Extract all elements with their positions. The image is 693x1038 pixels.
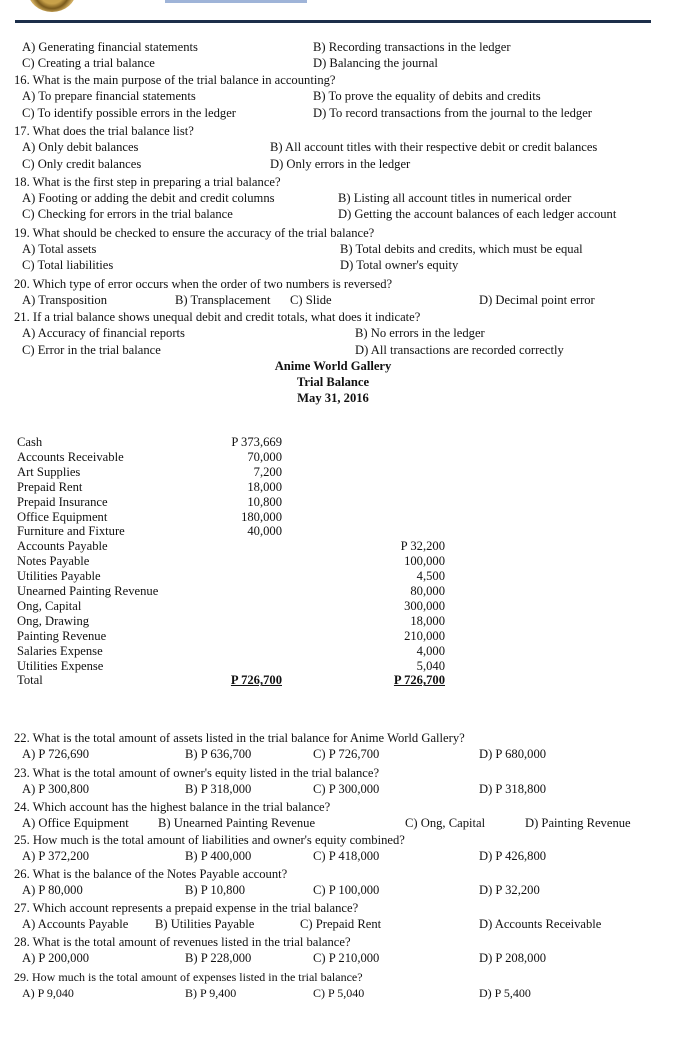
option-d[interactable]: D) Balancing the journal bbox=[313, 56, 438, 70]
option-a[interactable]: A) P 726,690 bbox=[22, 747, 90, 761]
question-text: 19. What should be checked to ensure the accuracy of the trial balance? bbox=[14, 226, 375, 240]
tb-debit: P 726,700 bbox=[230, 673, 282, 688]
tb-credit: 5,040 bbox=[416, 658, 445, 673]
question-text: 17. What does the trial balance list? bbox=[14, 124, 194, 138]
tb-credit: 100,000 bbox=[404, 554, 445, 569]
tb-account: Prepaid Insurance bbox=[17, 494, 108, 509]
option-b[interactable]: B) P 228,000 bbox=[185, 951, 252, 965]
tb-debit: 40,000 bbox=[247, 524, 282, 539]
option-d[interactable]: D) P 426,800 bbox=[479, 849, 547, 863]
option-b[interactable]: B) Total debits and credits, which must be equal bbox=[340, 242, 583, 256]
option-c[interactable]: C) P 726,700 bbox=[313, 747, 380, 761]
tb-credit: 300,000 bbox=[404, 598, 445, 613]
option-a[interactable]: A) P 372,200 bbox=[22, 849, 90, 863]
tb-account: Salaries Expense bbox=[17, 643, 103, 658]
tb-account: Utilities Payable bbox=[17, 569, 101, 584]
question-text: 29. How much is the total amount of expenses listed in the trial balance? bbox=[14, 970, 363, 984]
option-c[interactable]: C) To identify possible errors in the ledger bbox=[22, 106, 236, 120]
tb-company: Anime World Gallery bbox=[274, 359, 392, 373]
option-d[interactable]: D) Accounts Receivable bbox=[479, 917, 602, 931]
option-a[interactable]: A) Office Equipment bbox=[22, 816, 129, 830]
tb-account: Utilities Expense bbox=[17, 658, 104, 673]
tb-account: Ong, Capital bbox=[17, 598, 82, 613]
option-b[interactable]: B) P 400,000 bbox=[185, 849, 252, 863]
option-d[interactable]: D) P 680,000 bbox=[479, 747, 547, 761]
header-divider bbox=[15, 20, 651, 23]
option-a[interactable]: A) Footing or adding the debit and credit columns bbox=[22, 191, 275, 205]
tb-credit: 18,000 bbox=[410, 613, 445, 628]
option-d[interactable]: D) Getting the account balances of each ledger account bbox=[338, 207, 617, 221]
tb-account: Notes Payable bbox=[17, 554, 90, 569]
tb-account: Furniture and Fixture bbox=[17, 524, 125, 539]
question-text: 27. Which account represents a prepaid expense in the trial balance? bbox=[14, 901, 359, 915]
question-text: 24. Which account has the highest balance in the trial balance? bbox=[14, 800, 331, 814]
question-text: 18. What is the first step in preparing a trial balance? bbox=[14, 175, 281, 189]
question-text: 16. What is the main purpose of the trial balance in accounting? bbox=[14, 73, 336, 87]
tb-account: Prepaid Rent bbox=[17, 479, 83, 494]
option-b[interactable]: B) P 9,400 bbox=[185, 986, 237, 1000]
school-seal-logo bbox=[28, 0, 76, 12]
tb-account: Painting Revenue bbox=[17, 628, 107, 643]
tb-account: Accounts Payable bbox=[17, 539, 108, 554]
option-b[interactable]: B) All account titles with their respective debit or credit balances bbox=[270, 140, 598, 154]
option-c[interactable]: C) Ong, Capital bbox=[405, 816, 486, 830]
option-b[interactable]: B) Recording transactions in the ledger bbox=[313, 40, 511, 54]
tb-account: Total bbox=[17, 673, 43, 688]
option-b[interactable]: B) Listing all account titles in numerical order bbox=[338, 191, 572, 205]
option-b[interactable]: B) Unearned Painting Revenue bbox=[158, 816, 316, 830]
option-b[interactable]: B) P 636,700 bbox=[185, 747, 252, 761]
question-text: 22. What is the total amount of assets listed in the trial balance for Anime World Gallery? bbox=[14, 731, 465, 745]
option-a[interactable]: A) Accounts Payable bbox=[22, 917, 129, 931]
option-c[interactable]: C) P 300,000 bbox=[313, 782, 380, 796]
option-c[interactable]: C) Slide bbox=[290, 293, 332, 307]
tb-debit: 70,000 bbox=[247, 449, 282, 464]
option-d[interactable]: D) P 208,000 bbox=[479, 951, 547, 965]
option-c[interactable]: C) P 210,000 bbox=[313, 951, 380, 965]
option-a[interactable]: A) P 200,000 bbox=[22, 951, 90, 965]
option-d[interactable]: D) To record transactions from the journal to the ledger bbox=[313, 106, 593, 120]
option-a[interactable]: A) P 300,800 bbox=[22, 782, 90, 796]
tb-debit: 7,200 bbox=[253, 464, 282, 479]
tb-account: Unearned Painting Revenue bbox=[17, 584, 159, 598]
option-a[interactable]: A) Only debit balances bbox=[22, 140, 139, 154]
option-c[interactable]: C) Prepaid Rent bbox=[300, 917, 382, 931]
tb-debit: 180,000 bbox=[241, 509, 282, 524]
option-d[interactable]: D) Only errors in the ledger bbox=[270, 157, 411, 171]
option-b[interactable]: B) P 10,800 bbox=[185, 883, 246, 897]
option-b[interactable]: B) No errors in the ledger bbox=[355, 326, 485, 340]
option-a[interactable]: A) P 80,000 bbox=[22, 883, 83, 897]
option-c[interactable]: C) Total liabilities bbox=[22, 258, 114, 272]
tb-credit: 4,000 bbox=[416, 643, 445, 658]
tb-credit: P 32,200 bbox=[400, 539, 445, 554]
option-d[interactable]: D) P 318,800 bbox=[479, 782, 547, 796]
option-d[interactable]: D) P 32,200 bbox=[479, 883, 540, 897]
option-b[interactable]: B) Utilities Payable bbox=[155, 917, 255, 931]
option-a[interactable]: A) Transposition bbox=[22, 293, 108, 307]
option-c[interactable]: C) Error in the trial balance bbox=[22, 343, 161, 357]
tb-date: May 31, 2016 bbox=[297, 391, 369, 405]
question-text: 26. What is the balance of the Notes Payable account? bbox=[14, 867, 288, 881]
tb-account: Cash bbox=[17, 435, 43, 449]
tb-account: Office Equipment bbox=[17, 509, 108, 524]
option-a[interactable]: A) P 9,040 bbox=[22, 986, 74, 1000]
option-c[interactable]: C) P 418,000 bbox=[313, 849, 380, 863]
question-text: 25. How much is the total amount of liabilities and owner's equity combined? bbox=[14, 833, 405, 847]
option-a[interactable]: A) Total assets bbox=[22, 242, 97, 256]
option-a[interactable]: A) To prepare financial statements bbox=[22, 89, 196, 103]
option-d[interactable]: D) Total owner's equity bbox=[340, 258, 459, 272]
tb-credit: P 726,700 bbox=[393, 673, 445, 688]
option-d[interactable]: D) All transactions are recorded correctly bbox=[355, 343, 564, 357]
tb-title: Trial Balance bbox=[296, 375, 370, 389]
option-b[interactable]: B) To prove the equality of debits and credits bbox=[313, 89, 541, 103]
option-c[interactable]: C) Only credit balances bbox=[22, 157, 142, 171]
option-c[interactable]: C) P 5,040 bbox=[313, 986, 365, 1000]
option-d[interactable]: D) Painting Revenue bbox=[525, 816, 631, 830]
tb-account: Art Supplies bbox=[17, 464, 81, 479]
option-c[interactable]: C) Checking for errors in the trial balance bbox=[22, 207, 233, 221]
tb-credit: 210,000 bbox=[404, 628, 445, 643]
option-a[interactable]: A) Accuracy of financial reports bbox=[22, 326, 185, 340]
tb-account: Accounts Receivable bbox=[17, 449, 124, 464]
question-text: 20. Which type of error occurs when the order of two numbers is reversed? bbox=[14, 277, 393, 291]
option-d[interactable]: D) Decimal point error bbox=[479, 293, 595, 307]
tb-account: Ong, Drawing bbox=[17, 613, 90, 628]
tb-debit: 10,800 bbox=[247, 494, 282, 509]
tb-debit: 18,000 bbox=[247, 479, 282, 494]
question-text: 28. What is the total amount of revenues listed in the trial balance? bbox=[14, 935, 351, 949]
option-d[interactable]: D) P 5,400 bbox=[479, 986, 531, 1000]
question-text: 21. If a trial balance shows unequal debit and credit totals, what does it indicate? bbox=[14, 310, 421, 324]
tb-debit: P 373,669 bbox=[231, 435, 282, 449]
tb-credit: 4,500 bbox=[416, 569, 445, 584]
option-b[interactable]: B) Transplacement bbox=[175, 293, 271, 307]
question-text: 23. What is the total amount of owner's equity listed in the trial balance? bbox=[14, 766, 380, 780]
header-link[interactable] bbox=[165, 0, 307, 3]
option-c[interactable]: C) P 100,000 bbox=[313, 883, 380, 897]
option-a[interactable]: A) Generating financial statements bbox=[22, 40, 198, 54]
option-c[interactable]: C) Creating a trial balance bbox=[22, 56, 155, 70]
tb-credit: 80,000 bbox=[410, 584, 445, 598]
option-b[interactable]: B) P 318,000 bbox=[185, 782, 252, 796]
